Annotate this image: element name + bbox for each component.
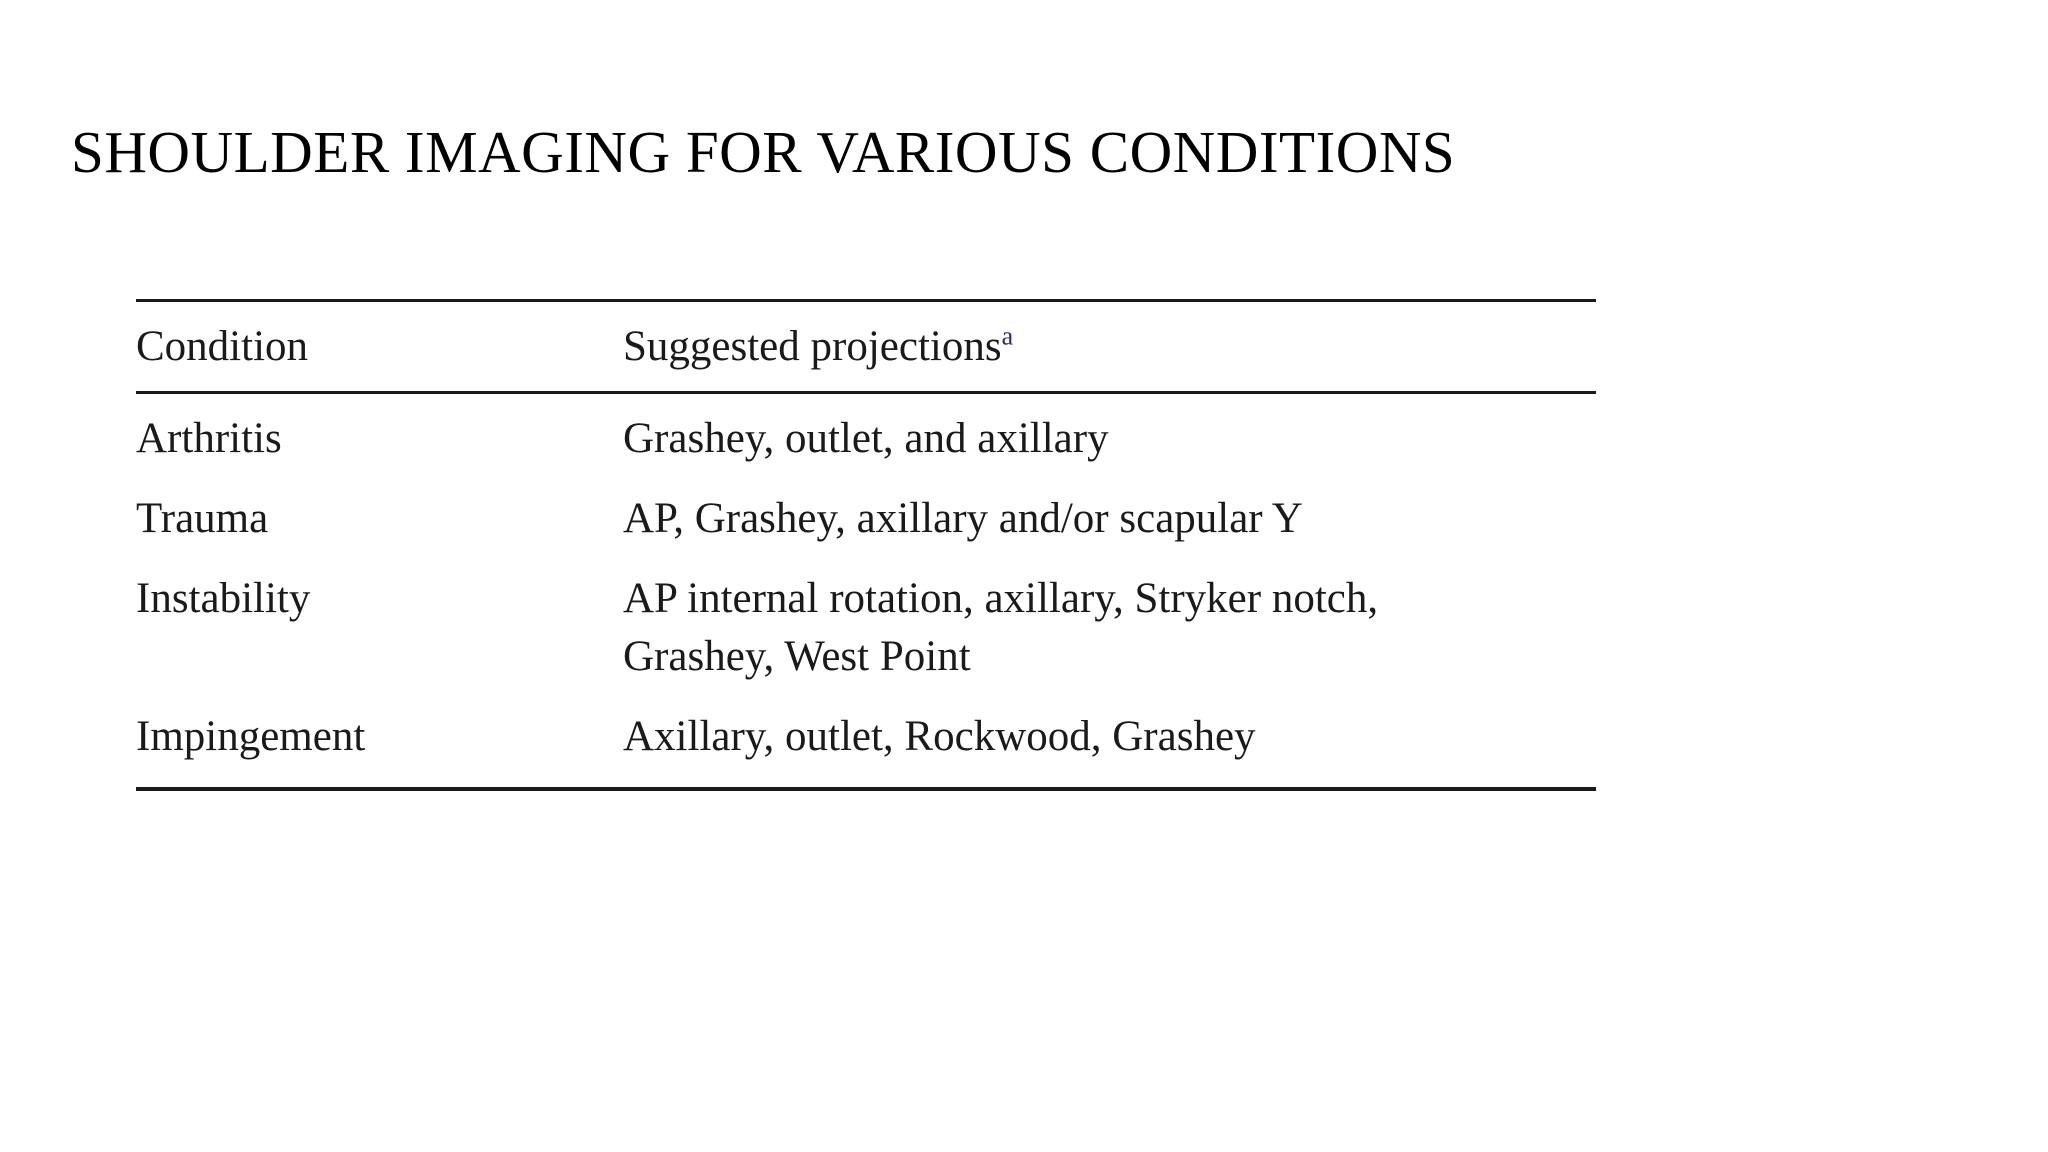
table-row xyxy=(136,686,1596,789)
table-body xyxy=(136,393,1596,790)
conditions-table-container xyxy=(136,299,1596,791)
cell-condition: Instability xyxy=(136,575,311,622)
projections-line: Grashey, West Point xyxy=(623,633,971,680)
cell-condition: Impingement xyxy=(136,713,366,760)
cell-condition: Arthritis xyxy=(136,415,282,462)
cell-projections xyxy=(623,548,1596,686)
header-condition: Condition xyxy=(136,323,309,370)
projections-line: Grashey, outlet, and axillary xyxy=(623,415,1109,462)
table-row xyxy=(136,393,1596,469)
slide-title: SHOULDER IMAGING FOR VARIOUS CONDITIONS xyxy=(71,119,1456,185)
conditions-table xyxy=(136,299,1596,791)
table-row xyxy=(136,548,1596,686)
footnote-mark: a xyxy=(1001,321,1014,351)
table-header xyxy=(136,301,1596,393)
table-row xyxy=(136,468,1596,548)
header-projections-label: Suggested projections xyxy=(623,323,1002,370)
projections-line: AP internal rotation, axillary, Stryker notch, xyxy=(623,575,1379,622)
cell-projections xyxy=(623,686,1596,789)
cell-projections xyxy=(623,468,1596,548)
cell-projections xyxy=(623,393,1596,469)
header-projections xyxy=(623,301,1596,393)
cell-condition: Trauma xyxy=(136,495,269,542)
header-row xyxy=(136,301,1596,393)
projections-line: Axillary, outlet, Rockwood, Grashey xyxy=(623,713,1256,760)
projections-line: AP, Grashey, axillary and/or scapular Y xyxy=(623,495,1303,542)
